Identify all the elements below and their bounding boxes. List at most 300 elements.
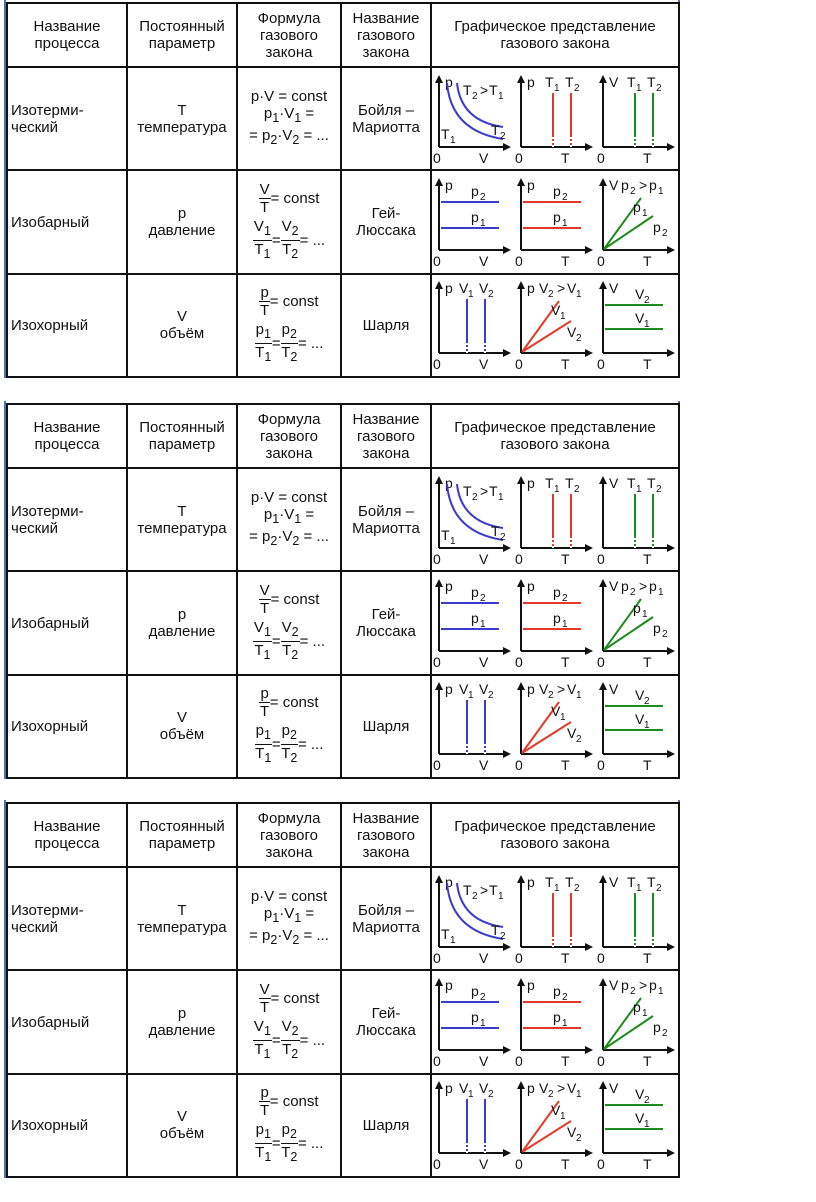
x-axis-label: T: [643, 550, 652, 566]
label-V1: V: [567, 280, 577, 297]
label-p1: p: [471, 1009, 479, 1026]
label-T1: T: [489, 881, 498, 898]
curve-label-T2-index: 2: [500, 531, 506, 543]
label-T1-index: 1: [636, 483, 642, 495]
x-axis-label: T: [643, 949, 652, 965]
formula: $\frac{p}{T}$ = const $\frac{p_1}{T_1}$ = $\frac{p_2}{T_2}$ = ...: [237, 274, 341, 377]
param-word: температура: [137, 519, 227, 537]
origin-label: 0: [597, 1053, 605, 1069]
param-word: температура: [137, 118, 227, 136]
y-axis-arrow: [599, 281, 607, 289]
gas-laws-table-copy: [4, 0, 680, 378]
x-axis-label: T: [643, 654, 652, 670]
y-axis-label: p: [445, 681, 453, 698]
label-p2: p: [471, 983, 479, 1000]
param-word: объём: [159, 726, 205, 744]
label-V2: V: [635, 286, 645, 303]
y-axis-label: p: [445, 280, 453, 297]
x-axis-label: T: [643, 1156, 652, 1172]
label-V2-index: 2: [488, 1089, 494, 1101]
curve-label-T1-index: 1: [450, 934, 456, 946]
label-T2-index: 2: [574, 82, 580, 94]
param-symbol: p: [177, 205, 187, 223]
y-axis-arrow: [435, 476, 443, 484]
origin-label: 0: [433, 253, 441, 269]
label-p1: p: [553, 1009, 561, 1026]
label-p2-index: 2: [562, 992, 568, 1004]
graphs-cell: [431, 867, 679, 970]
origin-label: 0: [597, 949, 605, 965]
label-p2: p: [621, 177, 629, 194]
label-p1-index: 1: [480, 1018, 486, 1030]
x-axis-label: T: [561, 550, 570, 566]
graph-isochor-VT: [597, 1079, 677, 1171]
graph-isobar-VT: [597, 577, 677, 669]
row-isochoric: [7, 274, 679, 377]
x-axis-arrow: [585, 349, 593, 357]
x-axis-arrow: [585, 544, 593, 552]
ray-label-V1: V: [551, 703, 561, 720]
ray-label-p1: p: [633, 999, 641, 1016]
x-axis-label: V: [479, 356, 489, 372]
param-word: объём: [159, 325, 205, 343]
formula-line: p·V = const: [250, 88, 328, 106]
x-axis-arrow: [503, 647, 511, 655]
formula: $\frac{V}{T}$ = const $\frac{V_1}{T_1}$ = $\frac{V_2}{T_2}$ = ...: [237, 571, 341, 674]
y-axis-arrow: [599, 682, 607, 690]
law-name: Шарля: [341, 675, 431, 778]
origin-label: 0: [433, 1053, 441, 1069]
label-V2-index: 2: [488, 289, 494, 301]
x-axis-label: V: [479, 949, 489, 965]
ray-label-V2: V: [567, 725, 577, 742]
graph-isochor-pT: [515, 680, 595, 772]
label-V2: V: [539, 1080, 549, 1097]
curve-label-T2-index: 2: [500, 930, 506, 942]
label-V1: V: [459, 280, 469, 297]
graphs-cell: [431, 274, 679, 377]
ray-label-V2: V: [567, 1124, 577, 1141]
law-name: Шарля: [341, 274, 431, 377]
curve-label-T1-index: 1: [450, 134, 456, 146]
label-V2: V: [479, 280, 489, 297]
x-axis-arrow: [585, 647, 593, 655]
x-axis-label: V: [479, 1156, 489, 1172]
graph-isochor-pV: [433, 279, 513, 371]
isochor-V2: [522, 321, 571, 352]
row-isothermal: [7, 468, 679, 571]
graph-isochor-VT: [597, 279, 677, 371]
row-isochoric: [7, 675, 679, 778]
y-axis-label: p: [445, 474, 453, 491]
label-p1: p: [649, 177, 657, 194]
graph-isotherm-pV: [433, 474, 513, 566]
y-axis-arrow: [517, 978, 525, 986]
formula-line: = $p_2\cdot V_2$ = ...: [249, 927, 329, 948]
ray-label-V2: V: [567, 324, 577, 341]
law-name: Бойля – Мариотта: [341, 67, 431, 170]
label-p2: p: [621, 578, 629, 595]
x-axis-arrow: [503, 1046, 511, 1054]
label-T2-index: 2: [656, 483, 662, 495]
param-word: давление: [148, 222, 216, 240]
label-T1-index: 1: [554, 82, 560, 94]
graph-isotherm-VT: [597, 873, 677, 965]
constant-param: [127, 274, 237, 377]
param-symbol: p: [177, 606, 187, 624]
label-T2: T: [463, 81, 472, 98]
origin-label: 0: [597, 253, 605, 269]
process-name: Изобарный: [7, 170, 127, 273]
graph-isotherm-pV: [433, 73, 513, 165]
ray-label-V1: V: [551, 302, 561, 319]
ray-label-p1: p: [633, 199, 641, 216]
label-T1: T: [627, 73, 636, 90]
origin-label: 0: [597, 1156, 605, 1172]
label-T2: T: [647, 73, 656, 90]
y-axis-arrow: [435, 1081, 443, 1089]
header-constant-param: Постоянный параметр: [127, 3, 237, 67]
curve-label-T1: T: [441, 925, 450, 942]
y-axis-arrow: [435, 178, 443, 186]
formula: $\frac{p}{T}$ = const $\frac{p_1}{T_1}$ = $\frac{p_2}{T_2}$ = ...: [237, 1074, 341, 1177]
curve-label-T2: T: [491, 921, 500, 938]
x-axis-label: T: [643, 757, 652, 773]
label-gt: >: [639, 177, 648, 194]
label-V2: V: [635, 1086, 645, 1103]
row-isothermal: [7, 67, 679, 170]
graph-isobar-pV: [433, 577, 513, 669]
x-axis-arrow: [667, 943, 675, 951]
y-axis-label: p: [527, 177, 535, 194]
param-symbol: T: [177, 502, 187, 520]
header-formula: Формула газового закона: [237, 803, 341, 867]
graph-isotherm-VT: [597, 474, 677, 566]
param-symbol: T: [177, 901, 187, 919]
label-T2-index: 2: [656, 882, 662, 894]
y-axis-label: V: [609, 73, 619, 90]
label-gt: >: [557, 280, 566, 297]
label-V2-index: 2: [548, 289, 554, 301]
formula: $\frac{V}{T}$ = const $\frac{V_1}{T_1}$ = $\frac{V_2}{T_2}$ = ...: [237, 170, 341, 273]
label-gt: >: [639, 977, 648, 994]
x-axis-label: V: [479, 149, 489, 165]
label-p1-index: 1: [562, 619, 568, 631]
constant-param: [127, 468, 237, 571]
y-axis-label: p: [527, 977, 535, 994]
label-p1-index: 1: [480, 619, 486, 631]
y-axis-arrow: [435, 579, 443, 587]
formula-line: = $p_2\cdot V_2$ = ...: [249, 127, 329, 148]
origin-label: 0: [515, 149, 523, 165]
graph-isotherm-pV: [433, 873, 513, 965]
law-name: Гей-Люссака: [341, 170, 431, 273]
graph-isochor-pT: [515, 1079, 595, 1171]
row-isobaric: [7, 571, 679, 674]
origin-label: 0: [433, 949, 441, 965]
y-axis-arrow: [599, 579, 607, 587]
label-V2: V: [479, 681, 489, 698]
label-T1: T: [489, 81, 498, 98]
formula-line: p·V = const: [250, 489, 328, 507]
label-p2-index: 2: [480, 192, 486, 204]
x-axis-label: T: [561, 757, 570, 773]
graph-isotherm-VT: [597, 73, 677, 165]
graphs-cell: [431, 571, 679, 674]
label-p2: p: [471, 183, 479, 200]
origin-label: 0: [597, 149, 605, 165]
y-axis-arrow: [599, 476, 607, 484]
x-axis-arrow: [503, 349, 511, 357]
origin-label: 0: [433, 149, 441, 165]
origin-label: 0: [515, 253, 523, 269]
label-V1: V: [459, 1080, 469, 1097]
isobar-p2: [604, 1016, 653, 1049]
x-axis-arrow: [667, 544, 675, 552]
label-p2-index: 2: [480, 593, 486, 605]
y-axis-arrow: [517, 75, 525, 83]
x-axis-arrow: [667, 1046, 675, 1054]
y-axis-arrow: [517, 178, 525, 186]
ray-label-p2: p: [653, 219, 661, 236]
y-axis-arrow: [517, 1081, 525, 1089]
x-axis-arrow: [585, 143, 593, 151]
graph-isochor-pV: [433, 680, 513, 772]
label-T1-index: 1: [554, 483, 560, 495]
curve-label-T1-index: 1: [450, 535, 456, 547]
law-name: Шарля: [341, 1074, 431, 1177]
y-axis-label: p: [445, 977, 453, 994]
y-axis-arrow: [599, 75, 607, 83]
y-axis-arrow: [517, 281, 525, 289]
y-axis-arrow: [435, 682, 443, 690]
formula-line: = $p_2\cdot V_2$ = ...: [249, 528, 329, 549]
label-V2: V: [539, 681, 549, 698]
graphs-cell: [431, 970, 679, 1073]
label-V2-index: 2: [548, 1089, 554, 1101]
x-axis-label: V: [479, 654, 489, 670]
row-isothermal: [7, 867, 679, 970]
label-p2: p: [621, 977, 629, 994]
x-axis-arrow: [503, 943, 511, 951]
label-V1-index: 1: [468, 289, 474, 301]
formula-line: $p_1\cdot V_1$ =: [263, 905, 315, 926]
ray-label-p1-index: 1: [642, 208, 648, 220]
x-axis-arrow: [585, 750, 593, 758]
label-T1-index: 1: [636, 82, 642, 94]
label-T2: T: [463, 482, 472, 499]
gas-laws-table: [6, 802, 680, 1178]
label-V1-index: 1: [576, 1089, 582, 1101]
y-axis-label: p: [527, 73, 535, 90]
label-V1-index: 1: [576, 289, 582, 301]
graph-isotherm-pT: [515, 73, 595, 165]
y-axis-arrow: [435, 75, 443, 83]
isochor-V2: [522, 1121, 571, 1152]
graph-isotherm-pT: [515, 873, 595, 965]
label-V1-index: 1: [644, 319, 650, 331]
header-process-name: Название процесса: [7, 404, 127, 468]
process-name: Изотерми-ческий: [7, 867, 127, 970]
label-p1: p: [471, 209, 479, 226]
y-axis-label: p: [527, 873, 535, 890]
law-name: Гей-Люссака: [341, 970, 431, 1073]
x-axis-label: T: [561, 1156, 570, 1172]
label-T2-index: 2: [574, 882, 580, 894]
y-axis-arrow: [599, 1081, 607, 1089]
x-axis-label: T: [643, 1053, 652, 1069]
y-axis-label: p: [527, 681, 535, 698]
label-p1: p: [553, 209, 561, 226]
label-T2: T: [565, 873, 574, 890]
x-axis-arrow: [667, 1149, 675, 1157]
origin-label: 0: [433, 550, 441, 566]
label-V2-index: 2: [644, 696, 650, 708]
label-T2: T: [565, 73, 574, 90]
y-axis-label: p: [527, 578, 535, 595]
origin-label: 0: [515, 949, 523, 965]
origin-label: 0: [515, 1053, 523, 1069]
x-axis-label: V: [479, 550, 489, 566]
y-axis-label: V: [609, 578, 619, 595]
formula: $\frac{V}{T}$ = const $\frac{V_1}{T_1}$ = $\frac{V_2}{T_2}$ = ...: [237, 970, 341, 1073]
x-axis-arrow: [503, 143, 511, 151]
origin-label: 0: [515, 550, 523, 566]
label-p1-index: 1: [480, 218, 486, 230]
y-axis-label: p: [527, 1080, 535, 1097]
ray-label-p2-index: 2: [662, 629, 668, 641]
label-T2: T: [463, 881, 472, 898]
label-p2: p: [553, 983, 561, 1000]
label-V1: V: [567, 681, 577, 698]
x-axis-label: V: [479, 757, 489, 773]
formula-line: $p_1\cdot V_1$ =: [263, 506, 315, 527]
x-axis-label: T: [561, 149, 570, 165]
header-process-name: Название процесса: [7, 3, 127, 67]
isobar-p2: [604, 216, 653, 249]
ray-label-V2-index: 2: [576, 734, 582, 746]
ray-label-p1: p: [633, 600, 641, 617]
param-word: давление: [148, 623, 216, 641]
x-axis-arrow: [667, 349, 675, 357]
y-axis-label: p: [445, 578, 453, 595]
label-p2-index: 2: [630, 186, 636, 198]
label-V2-index: 2: [548, 690, 554, 702]
label-T1: T: [627, 873, 636, 890]
label-gt: >: [639, 578, 648, 595]
header-formula: Формула газового закона: [237, 3, 341, 67]
y-axis-label: p: [445, 177, 453, 194]
ray-label-V1-index: 1: [560, 712, 566, 724]
origin-label: 0: [433, 1156, 441, 1172]
x-axis-label: V: [479, 1053, 489, 1069]
label-p2-index: 2: [630, 986, 636, 998]
row-isobaric: [7, 970, 679, 1073]
x-axis-arrow: [585, 943, 593, 951]
law-name: Бойля – Мариотта: [341, 867, 431, 970]
label-gt: >: [480, 482, 489, 499]
constant-param: [127, 970, 237, 1073]
formula-line: p·V = const: [250, 888, 328, 906]
graph-isobar-pV: [433, 976, 513, 1068]
x-axis-label: T: [643, 149, 652, 165]
label-p2: p: [553, 183, 561, 200]
y-axis-label: V: [609, 1080, 619, 1097]
label-V1-index: 1: [644, 1119, 650, 1131]
label-T1-index: 1: [498, 890, 504, 902]
gas-laws-table: [6, 2, 680, 378]
label-V1: V: [635, 1110, 645, 1127]
process-name: Изобарный: [7, 571, 127, 674]
label-V1: V: [635, 711, 645, 728]
label-V2: V: [539, 280, 549, 297]
constant-param: [127, 1074, 237, 1177]
x-axis-arrow: [667, 246, 675, 254]
label-T2-index: 2: [574, 483, 580, 495]
label-p2-index: 2: [630, 587, 636, 599]
origin-label: 0: [433, 757, 441, 773]
x-axis-arrow: [667, 647, 675, 655]
curve-label-T1: T: [441, 526, 450, 543]
graph-isobar-pT: [515, 176, 595, 268]
constant-param: [127, 867, 237, 970]
param-symbol: T: [177, 101, 187, 119]
label-T1-index: 1: [498, 491, 504, 503]
header-formula: Формула газового закона: [237, 404, 341, 468]
y-axis-label: p: [445, 873, 453, 890]
header-constant-param: Постоянный параметр: [127, 803, 237, 867]
y-axis-arrow: [517, 579, 525, 587]
y-axis-label: V: [609, 681, 619, 698]
row-isochoric: [7, 1074, 679, 1177]
graphs-cell: [431, 170, 679, 273]
process-name: Изохорный: [7, 1074, 127, 1177]
ray-label-V1-index: 1: [560, 1111, 566, 1123]
y-axis-label: V: [609, 177, 619, 194]
label-p1-index: 1: [658, 587, 664, 599]
constant-param: [127, 67, 237, 170]
label-T2-index: 2: [472, 491, 478, 503]
param-word: давление: [148, 1022, 216, 1040]
y-axis-arrow: [435, 875, 443, 883]
ray-label-V2-index: 2: [576, 1133, 582, 1145]
label-V1-index: 1: [644, 720, 650, 732]
param-word: температура: [137, 918, 227, 936]
x-axis-label: T: [561, 253, 570, 269]
origin-label: 0: [433, 654, 441, 670]
gas-laws-table-copy: [4, 401, 680, 779]
graph-isobar-pT: [515, 577, 595, 669]
graphs-cell: [431, 675, 679, 778]
label-p1: p: [649, 578, 657, 595]
origin-label: 0: [597, 356, 605, 372]
x-axis-label: T: [561, 356, 570, 372]
y-axis-arrow: [435, 281, 443, 289]
label-T2: T: [647, 474, 656, 491]
isobar-p2: [604, 617, 653, 650]
y-axis-label: p: [527, 280, 535, 297]
graphs-cell: [431, 67, 679, 170]
graph-isotherm-pT: [515, 474, 595, 566]
label-p1: p: [553, 610, 561, 627]
label-T2-index: 2: [656, 82, 662, 94]
header-graph: Графическое представление газового закона: [431, 3, 679, 67]
origin-label: 0: [515, 757, 523, 773]
label-T2: T: [565, 474, 574, 491]
ray-label-p1-index: 1: [642, 1008, 648, 1020]
label-T1: T: [627, 474, 636, 491]
label-V1: V: [567, 1080, 577, 1097]
